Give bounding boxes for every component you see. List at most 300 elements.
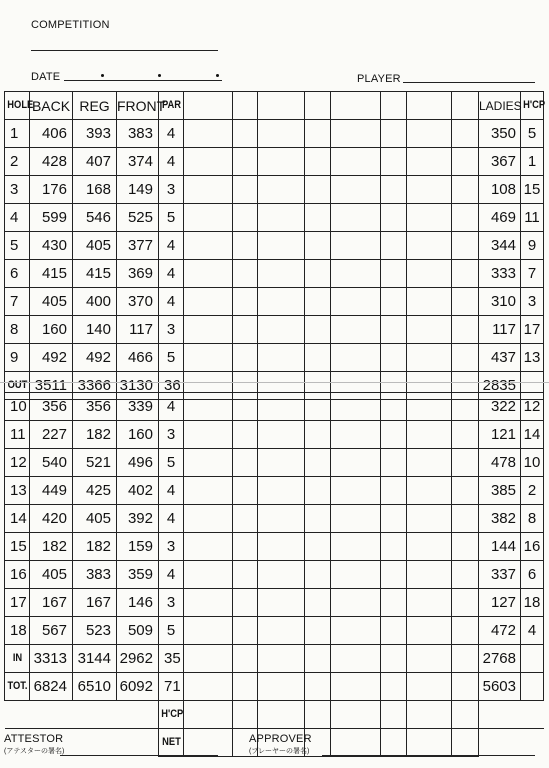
player-field[interactable] xyxy=(403,82,535,83)
player-putt-cell[interactable] xyxy=(381,176,407,204)
scorecard-in-table xyxy=(4,392,544,757)
approver-jp-label: (プレーヤーの署名) xyxy=(249,748,310,755)
par-value: 4 xyxy=(159,260,184,288)
reg-yardage: 6510 xyxy=(73,673,117,701)
total-row xyxy=(5,645,544,673)
reg-yardage: 546 xyxy=(73,204,117,232)
player-putt-cell[interactable] xyxy=(452,505,479,533)
player-putt-cell[interactable] xyxy=(381,477,407,505)
reg-yardage: 383 xyxy=(73,561,117,589)
player-putt-cell[interactable] xyxy=(305,393,331,421)
player-putt-cell[interactable] xyxy=(305,421,331,449)
player-putt-cell[interactable] xyxy=(381,673,407,701)
player-score-cell[interactable] xyxy=(184,645,233,673)
player-putt-cell[interactable] xyxy=(381,260,407,288)
player-putt-cell[interactable] xyxy=(452,645,479,673)
player-score-cell[interactable] xyxy=(331,344,381,372)
player-putt-cell[interactable] xyxy=(452,393,479,421)
hcp-value: 13 xyxy=(521,344,544,372)
player-putt-cell[interactable] xyxy=(233,288,258,316)
player-score-cell[interactable] xyxy=(184,701,233,729)
back-yardage: 449 xyxy=(30,477,73,505)
player-putt-cell[interactable] xyxy=(452,260,479,288)
hcp-value: 4 xyxy=(521,617,544,645)
player-score-cell[interactable] xyxy=(184,533,233,561)
player-putt-cell[interactable] xyxy=(233,617,258,645)
player-score-cell[interactable] xyxy=(407,232,452,260)
player-score-cell[interactable] xyxy=(184,176,233,204)
player-score-cell[interactable] xyxy=(184,393,233,421)
player-score-cell[interactable] xyxy=(258,393,305,421)
player-score-cell[interactable] xyxy=(407,204,452,232)
player-putt-cell[interactable] xyxy=(381,449,407,477)
front-yardage: 369 xyxy=(117,260,159,288)
player-putt-cell[interactable] xyxy=(381,120,407,148)
front-yardage: 159 xyxy=(117,533,159,561)
front-yardage: 525 xyxy=(117,204,159,232)
player-putt-cell[interactable] xyxy=(305,477,331,505)
player-score-cell[interactable] xyxy=(184,729,233,757)
player-putt-cell[interactable] xyxy=(381,204,407,232)
par-value: 5 xyxy=(159,617,184,645)
ladies-yardage: 127 xyxy=(479,589,521,617)
player-score-cell[interactable] xyxy=(331,316,381,344)
player-putt-cell[interactable] xyxy=(305,617,331,645)
hole-number: 18 xyxy=(5,617,30,645)
player-score-cell[interactable] xyxy=(184,561,233,589)
player-putt-cell[interactable] xyxy=(452,701,479,729)
player-score-cell[interactable] xyxy=(407,645,452,673)
player-putt-cell[interactable] xyxy=(233,449,258,477)
player-putt-cell[interactable] xyxy=(233,477,258,505)
player-putt-cell[interactable] xyxy=(305,449,331,477)
reg-yardage: 415 xyxy=(73,260,117,288)
player-putt-cell[interactable] xyxy=(233,232,258,260)
ladies-yardage: 5603 xyxy=(479,673,521,701)
player-score-cell[interactable] xyxy=(258,589,305,617)
player-score-cell[interactable] xyxy=(407,477,452,505)
ladies-yardage: 117 xyxy=(479,316,521,344)
player-score-cell[interactable] xyxy=(331,477,381,505)
player-score-cell[interactable] xyxy=(331,120,381,148)
par-value: 5 xyxy=(159,204,184,232)
player-putt-cell[interactable] xyxy=(305,533,331,561)
player-putt-cell[interactable] xyxy=(452,533,479,561)
total-label: IN xyxy=(6,645,27,673)
player-putt-cell[interactable] xyxy=(233,645,258,673)
player-putt-cell[interactable] xyxy=(305,701,331,729)
player-score-cell[interactable] xyxy=(258,120,305,148)
player-score-cell[interactable] xyxy=(407,176,452,204)
hole-row xyxy=(5,120,544,148)
player-putt-cell[interactable] xyxy=(381,393,407,421)
player-putt-cell[interactable] xyxy=(452,561,479,589)
player-score-cell[interactable] xyxy=(184,673,233,701)
player-putt-cell[interactable] xyxy=(305,316,331,344)
back-yardage: 420 xyxy=(30,505,73,533)
reg-yardage: 492 xyxy=(73,344,117,372)
player-score-cell[interactable] xyxy=(331,393,381,421)
back-yardage: 182 xyxy=(30,533,73,561)
reg-yardage: 521 xyxy=(73,449,117,477)
player-score-cell[interactable] xyxy=(258,316,305,344)
player-putt-cell[interactable] xyxy=(233,589,258,617)
reg-yardage: 400 xyxy=(73,288,117,316)
player-name-cell[interactable] xyxy=(184,92,233,120)
hcp-value: 3 xyxy=(521,288,544,316)
player-putt-cell[interactable] xyxy=(305,148,331,176)
player-score-cell[interactable] xyxy=(407,344,452,372)
reg-yardage: 3366 xyxy=(73,372,117,400)
player-putt-cell[interactable] xyxy=(381,645,407,673)
hole-row xyxy=(5,505,544,533)
player-score-cell[interactable] xyxy=(184,232,233,260)
player-putt-cell[interactable] xyxy=(452,673,479,701)
hole-number: 14 xyxy=(5,505,30,533)
ladies-yardage: 382 xyxy=(479,505,521,533)
player-score-cell[interactable] xyxy=(184,449,233,477)
player-score-cell[interactable] xyxy=(258,505,305,533)
player-putt-cell[interactable] xyxy=(452,344,479,372)
hcp-value xyxy=(521,673,544,701)
player-putt-cell[interactable] xyxy=(452,176,479,204)
par-value: 4 xyxy=(159,393,184,421)
player-score-cell[interactable] xyxy=(407,120,452,148)
player-label: PLAYER xyxy=(357,73,401,85)
player-putt-cell[interactable] xyxy=(452,232,479,260)
player-putt-cell[interactable] xyxy=(381,505,407,533)
player-putt-cell[interactable] xyxy=(233,393,258,421)
approver-signature-field[interactable] xyxy=(322,755,535,756)
player-putt-cell[interactable] xyxy=(452,729,479,757)
player-putt-cell[interactable] xyxy=(381,561,407,589)
player-score-cell[interactable] xyxy=(407,729,452,757)
player-putt-cell[interactable] xyxy=(381,729,407,757)
total-label: TOT. xyxy=(6,673,27,701)
back-yardage: 176 xyxy=(30,176,73,204)
ladies-yardage: 472 xyxy=(479,617,521,645)
player-score-cell[interactable] xyxy=(407,561,452,589)
player-score-cell[interactable] xyxy=(258,176,305,204)
attestor-label: ATTESTOR xyxy=(4,733,64,745)
back-yardage: 160 xyxy=(30,316,73,344)
player-putt-cell[interactable] xyxy=(452,288,479,316)
hole-row xyxy=(5,589,544,617)
hole-number: 16 xyxy=(5,561,30,589)
player-putt-cell[interactable] xyxy=(381,421,407,449)
back-yardage: 356 xyxy=(30,393,73,421)
hole-number: 12 xyxy=(5,449,30,477)
reg-yardage: 3144 xyxy=(73,645,117,673)
player-score-cell[interactable] xyxy=(184,120,233,148)
reg-yardage: 356 xyxy=(73,393,117,421)
player-score-cell[interactable] xyxy=(407,316,452,344)
par-value: 4 xyxy=(159,148,184,176)
hcp-label: H'CP xyxy=(160,701,181,729)
par-value: 36 xyxy=(159,372,184,400)
hole-row xyxy=(5,561,544,589)
hcp-value: 8 xyxy=(521,505,544,533)
player-putt-cell[interactable] xyxy=(305,288,331,316)
player-putt-cell[interactable] xyxy=(233,561,258,589)
player-score-cell[interactable] xyxy=(184,288,233,316)
player-score-cell[interactable] xyxy=(331,204,381,232)
col-ladies: LADIES xyxy=(479,92,521,120)
player-score-cell[interactable] xyxy=(407,393,452,421)
reg-yardage: 140 xyxy=(73,316,117,344)
player-score-cell[interactable] xyxy=(184,617,233,645)
date-label: DATE xyxy=(31,71,61,83)
player-putt-cell[interactable] xyxy=(305,645,331,673)
hole-row xyxy=(5,204,544,232)
hole-number: 3 xyxy=(5,176,30,204)
player-score-cell[interactable] xyxy=(184,204,233,232)
player-name-cell[interactable] xyxy=(258,92,305,120)
front-yardage: 370 xyxy=(117,288,159,316)
player-score-cell[interactable] xyxy=(407,505,452,533)
player-putt-cell[interactable] xyxy=(305,260,331,288)
hole-row xyxy=(5,288,544,316)
player-score-cell[interactable] xyxy=(407,260,452,288)
player-putt-cell[interactable] xyxy=(233,344,258,372)
ladies-yardage: 469 xyxy=(479,204,521,232)
player-score-cell[interactable] xyxy=(258,148,305,176)
player-score-cell[interactable] xyxy=(331,232,381,260)
hole-row xyxy=(5,421,544,449)
player-putt-cell[interactable] xyxy=(233,260,258,288)
hole-number: 13 xyxy=(5,477,30,505)
player-score-cell[interactable] xyxy=(184,505,233,533)
player-score-cell[interactable] xyxy=(331,421,381,449)
player-putt-cell[interactable] xyxy=(452,120,479,148)
player-putt-cell[interactable] xyxy=(452,589,479,617)
ladies-yardage: 2835 xyxy=(479,372,521,400)
player-score-cell[interactable] xyxy=(331,449,381,477)
par-value: 3 xyxy=(159,589,184,617)
player-putt-cell[interactable] xyxy=(233,701,258,729)
player-score-cell[interactable] xyxy=(184,260,233,288)
player-score-cell[interactable] xyxy=(331,260,381,288)
player-score-cell[interactable] xyxy=(331,505,381,533)
player-score-cell[interactable] xyxy=(331,701,381,729)
player-putt-cell[interactable] xyxy=(233,204,258,232)
ladies-yardage: 385 xyxy=(479,477,521,505)
hcp-row xyxy=(5,701,544,729)
back-yardage: 540 xyxy=(30,449,73,477)
player-score-cell[interactable] xyxy=(258,645,305,673)
player-putt-cell[interactable] xyxy=(381,148,407,176)
player-score-cell[interactable] xyxy=(407,701,452,729)
player-score-cell[interactable] xyxy=(258,477,305,505)
hole-row xyxy=(5,477,544,505)
date-field[interactable] xyxy=(64,80,222,81)
par-value: 4 xyxy=(159,120,184,148)
player-score-cell[interactable] xyxy=(258,617,305,645)
player-score-cell[interactable] xyxy=(184,148,233,176)
player-score-cell[interactable] xyxy=(258,561,305,589)
scorecard-out-table xyxy=(4,91,544,400)
attestor-signature-field[interactable] xyxy=(60,755,218,756)
player-score-cell[interactable] xyxy=(184,477,233,505)
player-score-cell[interactable] xyxy=(184,316,233,344)
front-yardage: 509 xyxy=(117,617,159,645)
front-yardage: 402 xyxy=(117,477,159,505)
hcp-value: 11 xyxy=(521,204,544,232)
hole-row xyxy=(5,617,544,645)
player-putt-cell[interactable] xyxy=(233,176,258,204)
player-score-cell[interactable] xyxy=(407,421,452,449)
player-putt-cell[interactable] xyxy=(233,673,258,701)
hole-row xyxy=(5,393,544,421)
player-score-cell[interactable] xyxy=(331,729,381,757)
hole-row xyxy=(5,232,544,260)
player-putt-cell[interactable] xyxy=(305,120,331,148)
player-score-cell[interactable] xyxy=(331,288,381,316)
competition-field[interactable] xyxy=(31,50,218,51)
hcp-value: 9 xyxy=(521,232,544,260)
player-putt-cell[interactable] xyxy=(233,421,258,449)
front-yardage: 117 xyxy=(117,316,159,344)
player-putt-cell[interactable] xyxy=(233,316,258,344)
player-putt-cell[interactable] xyxy=(452,449,479,477)
reg-yardage: 182 xyxy=(73,421,117,449)
player-score-cell[interactable] xyxy=(331,645,381,673)
player-score-cell[interactable] xyxy=(258,232,305,260)
player-score-cell[interactable] xyxy=(184,589,233,617)
player-putt-cell[interactable] xyxy=(452,617,479,645)
hcp-value: 18 xyxy=(521,589,544,617)
hole-row xyxy=(5,449,544,477)
player-putt-cell[interactable] xyxy=(381,316,407,344)
total-label: OUT xyxy=(6,372,27,400)
front-yardage: 392 xyxy=(117,505,159,533)
player-score-cell[interactable] xyxy=(407,589,452,617)
player-putt-cell[interactable] xyxy=(233,533,258,561)
player-putt-cell[interactable] xyxy=(381,533,407,561)
player-score-cell[interactable] xyxy=(331,533,381,561)
player-putt-cell[interactable] xyxy=(452,421,479,449)
hole-number: 8 xyxy=(5,316,30,344)
player-score-cell[interactable] xyxy=(184,344,233,372)
player-score-cell[interactable] xyxy=(258,673,305,701)
hcp-value: 17 xyxy=(521,316,544,344)
reg-yardage: 168 xyxy=(73,176,117,204)
par-value: 71 xyxy=(159,673,184,701)
hole-number: 2 xyxy=(5,148,30,176)
player-putt-cell[interactable] xyxy=(381,589,407,617)
player-putt-cell[interactable] xyxy=(452,204,479,232)
back-yardage: 6824 xyxy=(30,673,73,701)
hole-number: 9 xyxy=(5,344,30,372)
hcp-value: 15 xyxy=(521,176,544,204)
front-yardage: 3130 xyxy=(117,372,159,400)
player-score-cell[interactable] xyxy=(258,204,305,232)
back-yardage: 3511 xyxy=(30,372,73,400)
player-score-cell[interactable] xyxy=(331,617,381,645)
player-name-cell-small[interactable] xyxy=(305,92,331,120)
player-score-cell[interactable] xyxy=(331,589,381,617)
back-yardage: 405 xyxy=(30,561,73,589)
player-putt-cell[interactable] xyxy=(452,316,479,344)
player-score-cell[interactable] xyxy=(184,421,233,449)
hole-row xyxy=(5,316,544,344)
reg-yardage: 405 xyxy=(73,505,117,533)
hcp-value: 5 xyxy=(521,120,544,148)
player-putt-cell[interactable] xyxy=(305,505,331,533)
col-hcp: H'CP xyxy=(522,92,542,120)
player-score-cell[interactable] xyxy=(407,449,452,477)
par-value: 4 xyxy=(159,232,184,260)
player-putt-cell[interactable] xyxy=(305,232,331,260)
player-score-cell[interactable] xyxy=(407,673,452,701)
player-putt-cell[interactable] xyxy=(305,344,331,372)
front-yardage: 339 xyxy=(117,393,159,421)
player-score-cell[interactable] xyxy=(258,449,305,477)
player-name-cell[interactable] xyxy=(331,92,381,120)
hole-number: 15 xyxy=(5,533,30,561)
player-score-cell[interactable] xyxy=(258,288,305,316)
player-score-cell[interactable] xyxy=(331,148,381,176)
player-score-cell[interactable] xyxy=(258,344,305,372)
player-score-cell[interactable] xyxy=(258,260,305,288)
player-score-cell[interactable] xyxy=(331,176,381,204)
player-score-cell[interactable] xyxy=(407,288,452,316)
player-putt-cell[interactable] xyxy=(305,176,331,204)
player-putt-cell[interactable] xyxy=(305,561,331,589)
player-putt-cell[interactable] xyxy=(381,701,407,729)
player-name-cell-small[interactable] xyxy=(381,92,407,120)
hole-number: 1 xyxy=(5,120,30,148)
player-name-cell-small[interactable] xyxy=(233,92,258,120)
player-score-cell[interactable] xyxy=(331,673,381,701)
player-putt-cell[interactable] xyxy=(305,204,331,232)
player-name-cell-small[interactable] xyxy=(452,92,479,120)
player-name-cell[interactable] xyxy=(407,92,452,120)
player-score-cell[interactable] xyxy=(407,148,452,176)
hole-row xyxy=(5,533,544,561)
player-putt-cell[interactable] xyxy=(381,232,407,260)
player-putt-cell[interactable] xyxy=(305,589,331,617)
player-putt-cell[interactable] xyxy=(233,505,258,533)
player-score-cell[interactable] xyxy=(407,533,452,561)
player-score-cell[interactable] xyxy=(258,701,305,729)
ladies-yardage: 310 xyxy=(479,288,521,316)
player-putt-cell[interactable] xyxy=(381,288,407,316)
hcp-value: 1 xyxy=(521,148,544,176)
player-score-cell[interactable] xyxy=(258,533,305,561)
reg-yardage: 182 xyxy=(73,533,117,561)
player-score-cell[interactable] xyxy=(407,617,452,645)
par-value: 4 xyxy=(159,477,184,505)
ladies-yardage: 2768 xyxy=(479,645,521,673)
col-front: FRONT xyxy=(117,92,159,120)
front-yardage: 160 xyxy=(117,421,159,449)
player-putt-cell[interactable] xyxy=(381,344,407,372)
player-putt-cell[interactable] xyxy=(452,477,479,505)
ladies-yardage: 478 xyxy=(479,449,521,477)
competition-label: COMPETITION xyxy=(31,19,110,31)
player-score-cell[interactable] xyxy=(331,561,381,589)
player-putt-cell[interactable] xyxy=(233,148,258,176)
par-value: 5 xyxy=(159,449,184,477)
player-putt-cell[interactable] xyxy=(381,617,407,645)
player-putt-cell[interactable] xyxy=(233,120,258,148)
player-score-cell[interactable] xyxy=(258,421,305,449)
front-yardage: 374 xyxy=(117,148,159,176)
player-putt-cell[interactable] xyxy=(452,148,479,176)
front-yardage: 6092 xyxy=(117,673,159,701)
player-putt-cell[interactable] xyxy=(305,673,331,701)
